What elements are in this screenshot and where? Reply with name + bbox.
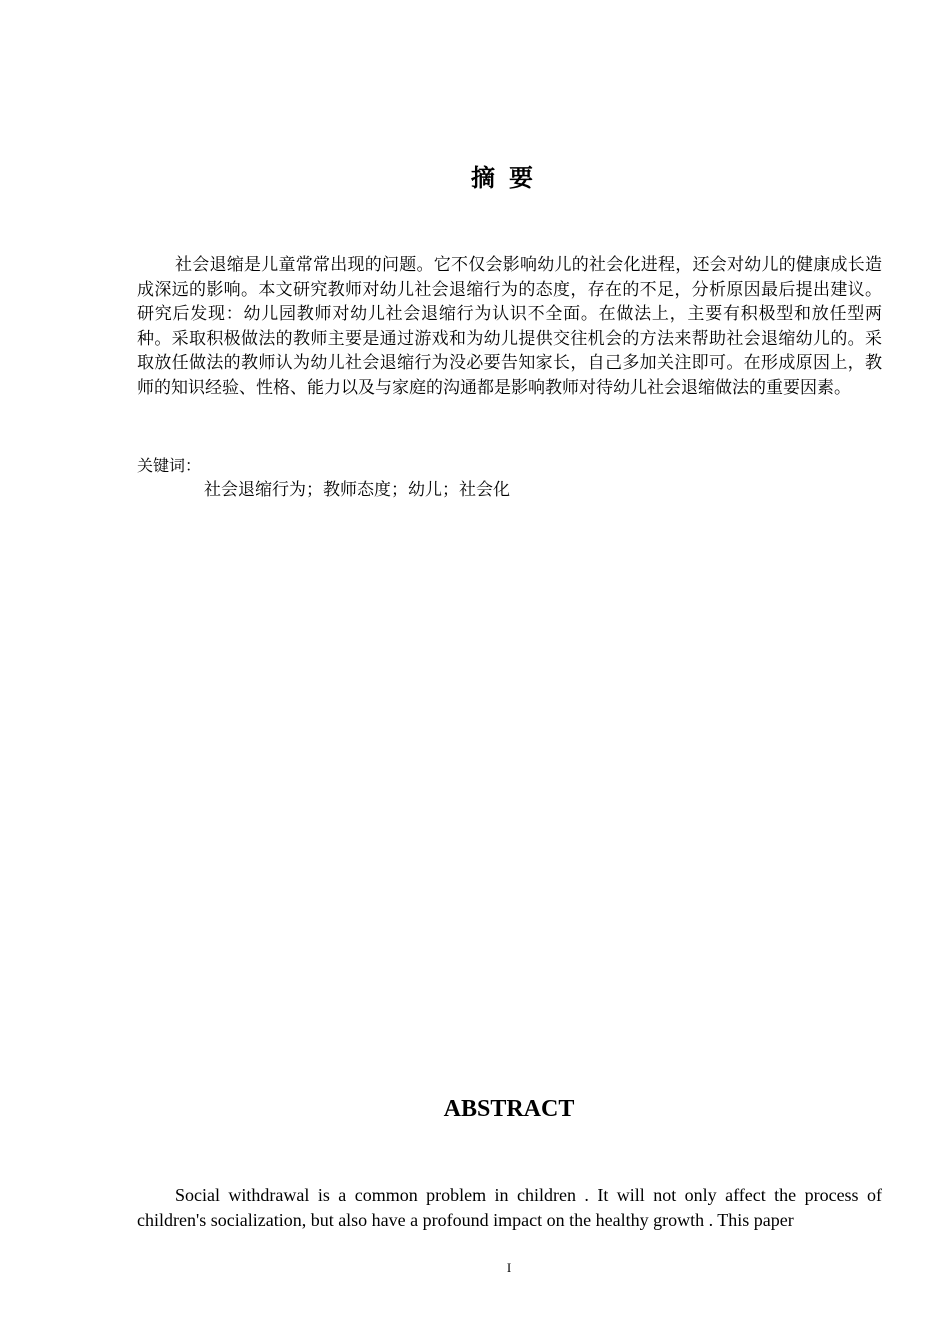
page-number: I (506, 1260, 512, 1275)
english-abstract-title: ABSTRACT (443, 1096, 575, 1122)
keywords-list: 社会退缩行为；教师态度；幼儿；社会化 (204, 480, 510, 500)
chinese-abstract-body: 社会退缩是儿童常常出现的问题。它不仅会影响幼儿的社会化进程，还会对幼儿的健康成长造成深远的影响。本文研究教师对幼儿社会退缩行为的态度，存在的不足，分析原因最后提出建议。研究后发现：幼儿园教师对幼儿社会退缩行为认识不全面。在做法上，主要有积极型和放任型两种。采取积极做法的教师主要是通过游戏和为幼儿提供交往机会的方法来帮助社会退缩幼儿的。采取放任做法的教师认为幼儿社会退缩行为没必要告知家长，自己多加关注即可。在形成原因上，教师的知识经验、性格、能力以及与家庭的沟通都是影响教师对待幼儿社会退缩做法的重要因素。 (137, 255, 882, 398)
chinese-abstract-title: 摘要 (471, 164, 547, 192)
english-abstract-body: Social withdrawal is a common problem in children . It will not only affect the process of children's socialization, but also have a profound impact on the healthy growth . This paper (137, 1185, 882, 1230)
keywords-label: 关键词： (137, 456, 202, 475)
